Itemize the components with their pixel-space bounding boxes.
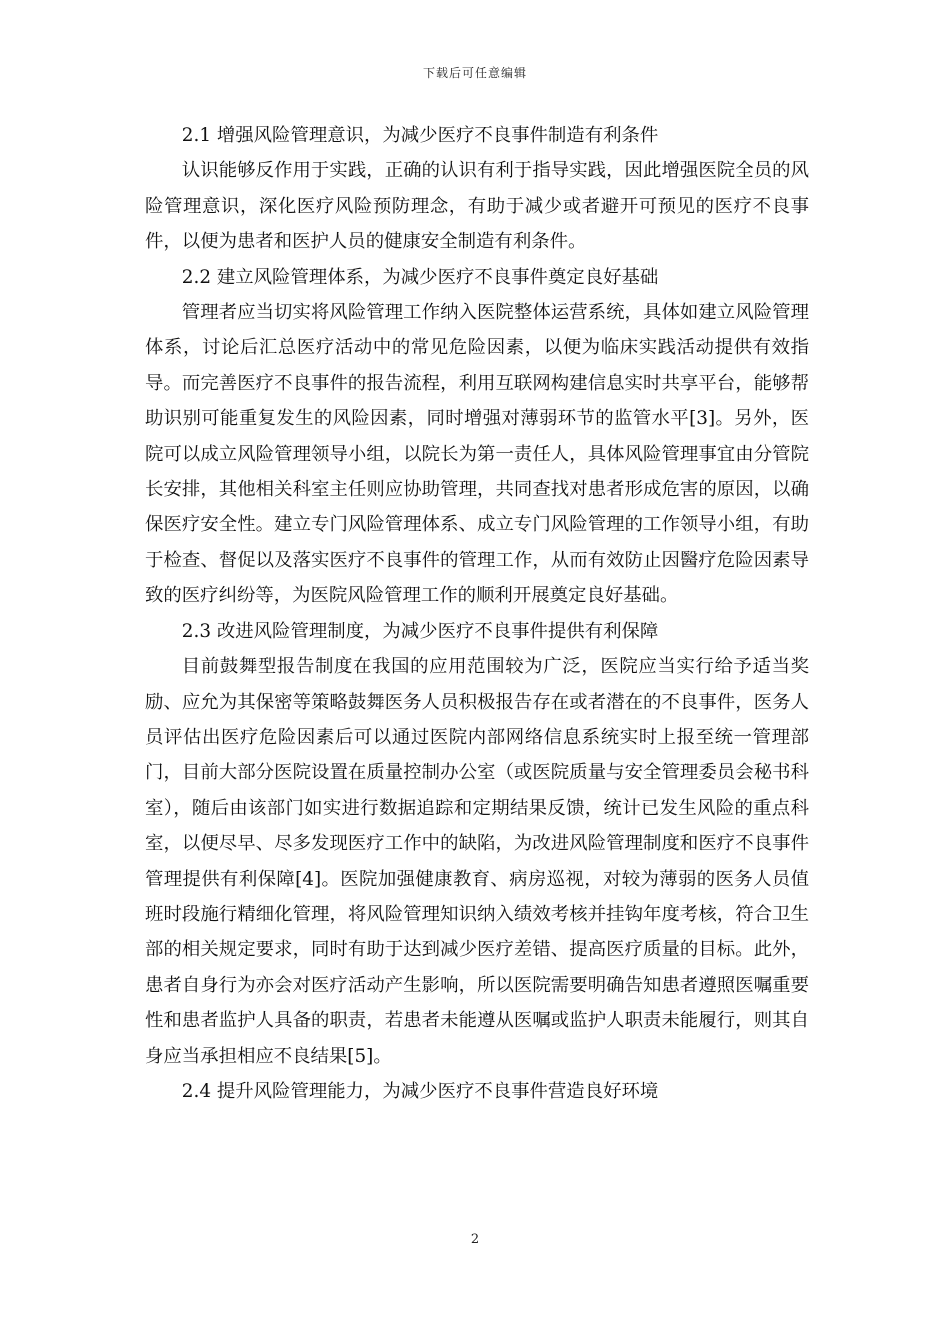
section-paragraph-2-1: 认识能够反作用于实践，正确的认识有利于指导实践，因此增强医院全员的风险管理意识，深化医疗风险预防理念，有助于减少或者避开可预见的医疗不良事件，以便为患者和医护人员的健康安全制造有利条件。 [145,160,809,253]
section-paragraph-2-2: 管理者应当切实将风险管理工作纳入医院整体运营系统，具体如建立风险管理体系，讨论后汇总医疗活动中的常见危险因素，以便为临床实践活动提供有效指导。而完善医疗不良事件的报告流程，利用互联网构建信息实时共享平台，能够帮助识别可能重复发生的风险因素，同时增强对薄弱环节的监管水平[3]。另外，医院可以成立风险管理领导小组，以院长为第一责任人，具体风险管理事宜由分管院长安排，其他相关科室主任则应协助管理，共同查找对患者形成危害的原因，以确保医疗安全性。建立专门风险管理体系、成立专门风险管理的工作领导小组，有助于检查、督促以及落实医疗不良事件的管理工作，从而有效防止因醫疗危险因素导致的医疗纠纷等，为医院风险管理工作的顺利开展奠定良好基础。 [145,302,809,607]
section-heading-2-4: 2.4 提升风险管理能力，为减少医疗不良事件营造良好环境 [181,1080,659,1102]
section-heading-2-1: 2.1 增强风险管理意识，为减少医疗不良事件制造有利条件 [181,125,659,146]
section-paragraph-2-3: 目前鼓舞型报告制度在我国的应用范围较为广泛，医院应当实行给予适当奖励、应允为其保密等策略鼓舞医务人员积极报告存在或者潜在的不良事件，医务人员评估出医疗危险因素后可以通过医院内部网络信息系统实时上报至统一管理部门，目前大部分医院设置在质量控制办公室（或医院质量与安全管理委员会秘书科室），随后由该部门如实进行数据追踪和定期结果反馈，统计已发生风险的重点科室，以便尽早、尽多发现医疗工作中的缺陷，为改进风险管理制度和医疗不良事件管理提供有利保障[4]。医院加强健康教育、病房巡视，对较为薄弱的医务人员值班时段施行精细化管理，将风险管理知识纳入绩效考核并挂钩年度考核，符合卫生部的相关规定要求，同时有助于达到减少医疗差错、提高医疗质量的目标。此外，患者自身行为亦会对医疗活动产生影响，所以医院需要明确告知患者遵照医嘱重要性和患者监护人具备的职责，若患者未能遵从医嘱或监护人职责未能履行，则其自身应当承担相应不良结果[5]。 [145,656,809,1067]
section-heading-2-3: 2.3 改进风险管理制度，为减少医疗不良事件提供有利保障 [181,620,659,642]
page-number: 2 [470,1232,480,1247]
page-header: 下载后可任意编辑 [422,66,527,80]
document-body [145,118,809,1109]
section-heading-2-2: 2.2 建立风险管理体系，为减少医疗不良事件奠定良好基础 [181,266,659,288]
